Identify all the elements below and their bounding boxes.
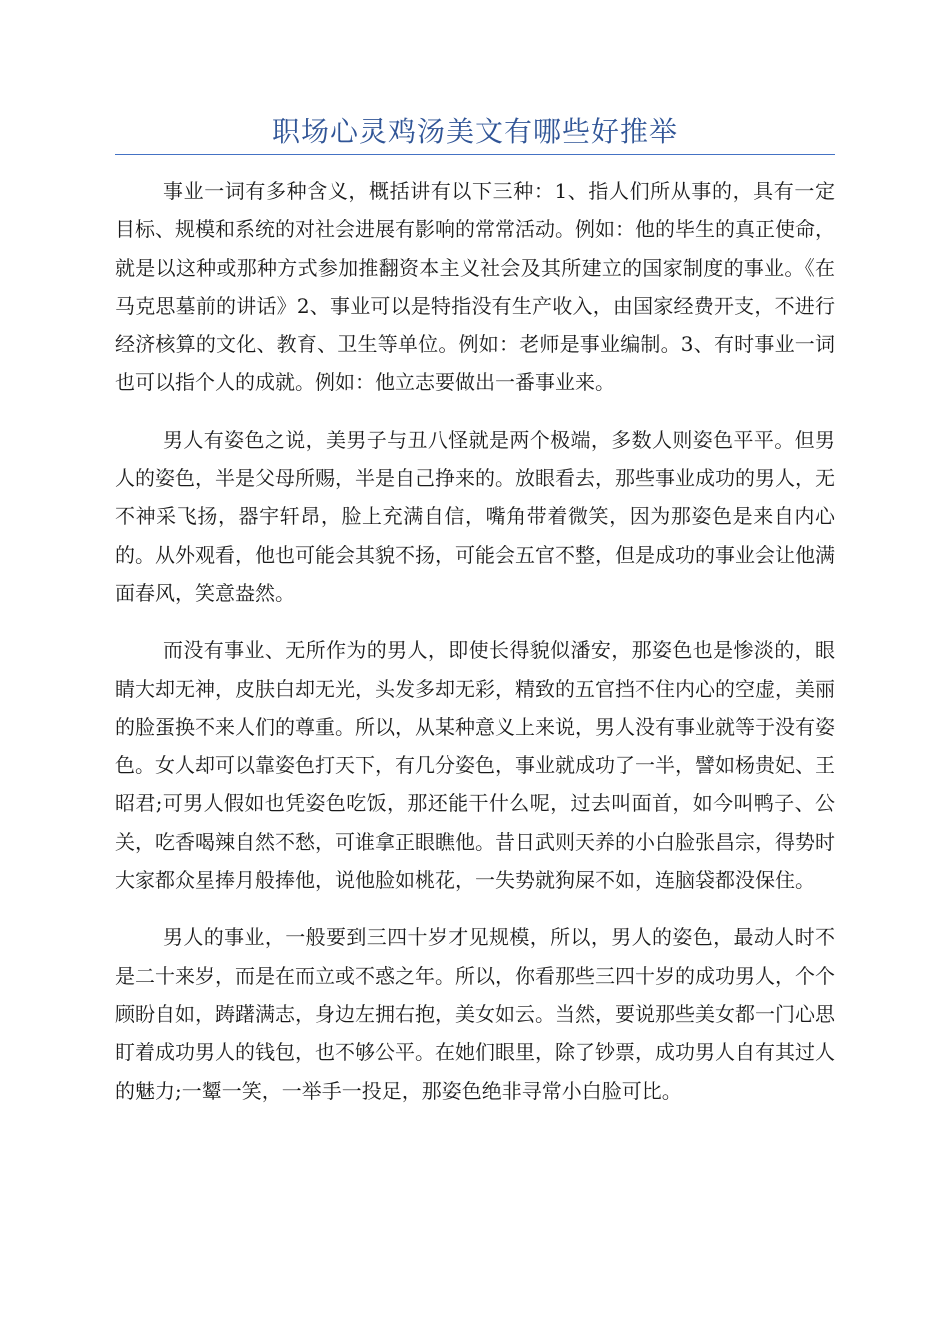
- paragraph: 男人有姿色之说，美男子与丑八怪就是两个极端，多数人则姿色平平。但男人的姿色，半是父母所赐，半是自己挣来的。放眼看去，那些事业成功的男人，无不神采飞扬，器宇轩昂，脸上充满自信，嘴角带着微笑，因为那姿色是来自内心的。从外观看，他也可能会其貌不扬，可能会五官不整，但是成功的事业会让他满面春风，笑意盎然。: [115, 427, 835, 605]
- paragraph: 事业一词有多种含义，概括讲有以下三种：1、指人们所从事的，具有一定目标、规模和系统的对社会进展有影响的常常活动。例如：他的毕生的真正使命，就是以这种或那种方式参加推翻资本主义社会及其所建立的国家制度的事业。《在马克思墓前的讲话》2、事业可以是特指没有生产收入，由国家经费开支，不进行经济核算的文化、教育、卫生等单位。例如：老师是事业编制。3、有时事业一词也可以指个人的成就。例如：他立志要做出一番事业来。: [115, 179, 835, 395]
- document-title: 职场心灵鸡汤美文有哪些好推举: [271, 115, 678, 148]
- title-underline: [115, 154, 835, 155]
- paragraph: 而没有事业、无所作为的男人，即使长得貌似潘安，那姿色也是惨淡的，眼睛大却无神，皮肤白却无光，头发多却无彩，精致的五官挡不住内心的空虚，美丽的脸蛋换不来人们的尊重。所以，从某种意义上来说，男人没有事业就等于没有姿色。女人却可以靠姿色打天下，有几分姿色，事业就成功了一半，譬如杨贵妃、王昭君;可男人假如也凭姿色吃饭，那还能干什么呢，过去叫面首，如今叫鸭子、公关，吃香喝辣自然不愁，可谁拿正眼瞧他。昔日武则天养的小白脸张昌宗，得势时大家都众星捧月般捧他，说他脸如桃花，一失势就狗屎不如，连脑袋都没保住。: [115, 638, 835, 893]
- paragraph: 男人的事业，一般要到三四十岁才见规模，所以，男人的姿色，最动人时不是二十来岁，而是在而立或不惑之年。所以，你看那些三四十岁的成功男人，个个顾盼自如，踌躇满志，身边左拥右抱，美女如云。当然，要说那些美女都一门心思盯着成功男人的钱包，也不够公平。在她们眼里，除了钞票，成功男人自有其过人的魅力;一颦一笑，一举手一投足，那姿色绝非寻常小白脸可比。: [115, 925, 835, 1103]
- document-body: [115, 172, 835, 1129]
